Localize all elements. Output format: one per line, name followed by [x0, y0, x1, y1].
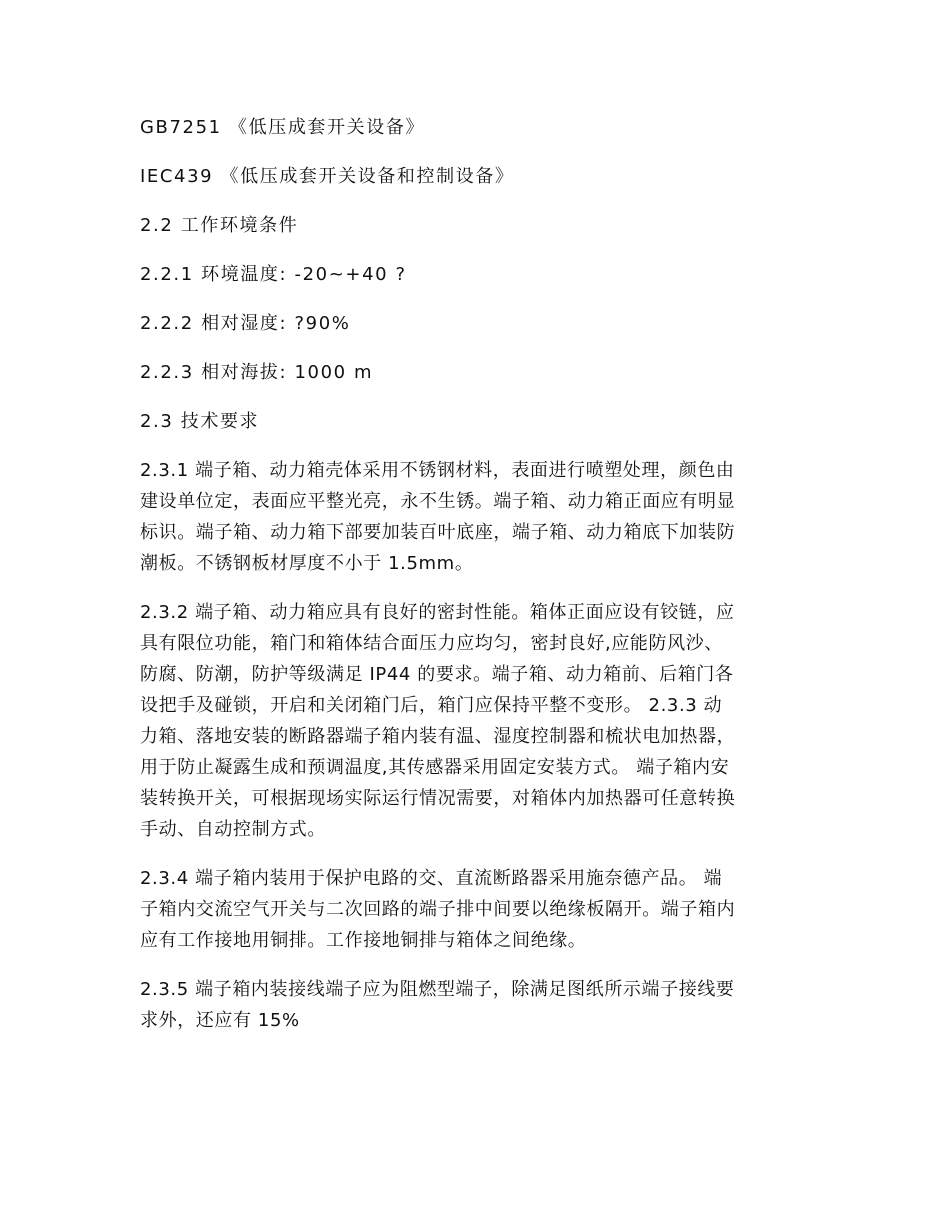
paragraph-line: 装转换开关，可根据现场实际运行情况需要，对箱体内加热器可任意转换 — [140, 788, 736, 809]
paragraph-2-3-1 — [140, 455, 812, 579]
paragraph-line: 2.3.1 端子箱、动力箱壳体采用不锈钢材料，表面进行喷塑处理，颜色由 — [140, 460, 735, 481]
paragraph-line: 用于防止凝露生成和预调温度,其传感器采用固定安装方式。 端子箱内安 — [140, 757, 730, 778]
paragraph-2-3-4 — [140, 863, 812, 956]
paragraph-line: 手动、自动控制方式。 — [140, 819, 326, 840]
paragraph-line: 潮板。不锈钢板材厚度不小于 1.5mm。 — [140, 553, 474, 574]
paragraph-line: 2.3.5 端子箱内装接线端子应为阻燃型端子，除满足图纸所示端子接线要 — [140, 979, 735, 1000]
document-body — [140, 112, 812, 1054]
paragraph-line: 求外，还应有 15% — [140, 1010, 300, 1031]
paragraph-line: 标识。端子箱、动力箱下部要加装百叶底座，端子箱、动力箱底下加装防 — [140, 522, 736, 543]
item-2-2-3-altitude: 2.2.3 相对海拔: 1000 m — [140, 362, 374, 383]
paragraph-line: 建设单位定，表面应平整光亮，永不生锈。端子箱、动力箱正面应有明显 — [140, 491, 736, 512]
paragraph-line: 2.3.2 端子箱、动力箱应具有良好的密封性能。箱体正面应设有铰链，应 — [140, 602, 735, 623]
paragraph-line: 设把手及碰锁，开启和关闭箱门后，箱门应保持平整不变形。 2.3.3 动 — [140, 695, 723, 716]
section-heading-2-3: 2.3 技术要求 — [140, 411, 260, 432]
paragraph-line: 子箱内交流空气开关与二次回路的端子排中间要以绝缘板隔开。端子箱内 — [140, 899, 736, 920]
section-heading-2-2: 2.2 工作环境条件 — [140, 215, 299, 236]
paragraph-line: 应有工作接地用铜排。工作接地铜排与箱体之间绝缘。 — [140, 930, 587, 951]
item-2-2-2-humidity: 2.2.2 相对湿度: ?90% — [140, 313, 351, 334]
standard-iec439: IEC439 《低压成套开关设备和控制设备》 — [140, 166, 515, 187]
paragraph-2-3-2 — [140, 597, 812, 845]
standard-gb7251: GB7251 《低压成套开关设备》 — [140, 117, 426, 138]
paragraph-2-3-5 — [140, 974, 812, 1036]
paragraph-line: 力箱、落地安装的断路器端子箱内装有温、湿度控制器和梳状电加热器， — [140, 726, 736, 747]
paragraph-line: 防腐、防潮，防护等级满足 IP44 的要求。端子箱、动力箱前、后箱门各 — [140, 664, 734, 685]
paragraph-line: 具有限位功能，箱门和箱体结合面压力应均匀，密封良好,应能防风沙、 — [140, 633, 723, 654]
paragraph-line: 2.3.4 端子箱内装用于保护电路的交、直流断路器采用施奈德产品。 端 — [140, 868, 723, 889]
item-2-2-1-temperature: 2.2.1 环境温度: -20~+40 ? — [140, 264, 407, 285]
